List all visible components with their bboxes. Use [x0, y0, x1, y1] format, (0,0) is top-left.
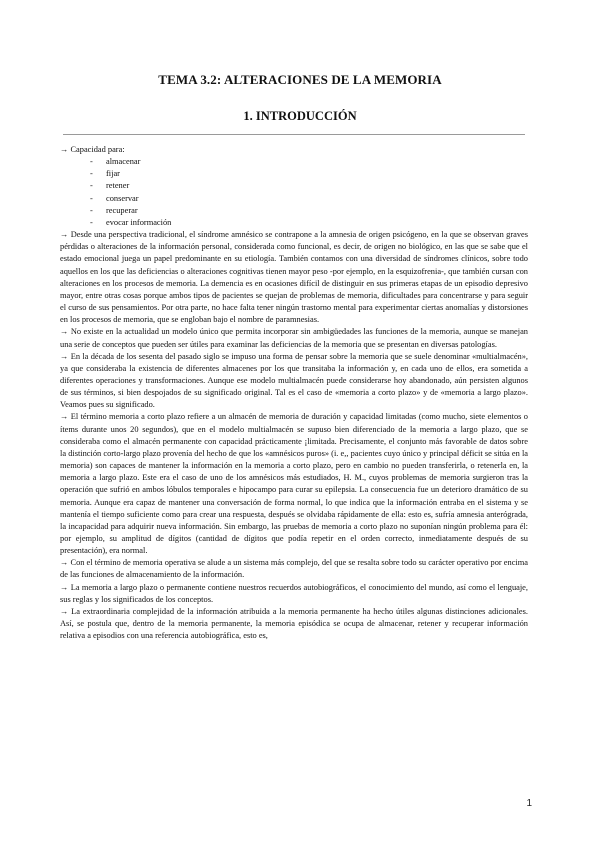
list-item-text: conservar: [106, 193, 139, 203]
dash-bullet: -: [90, 205, 93, 215]
paragraph: → La memoria a largo plazo o permanente contiene nuestros recuerdos autobiográficos, el conocimiento del mundo, así como el lenguaje, sus reglas y los significados de los conceptos.: [60, 582, 528, 604]
list-item: [60, 156, 528, 168]
list-item: [60, 205, 528, 217]
document-body: [60, 144, 528, 642]
paragraph: → La extraordinaria complejidad de la información atribuida a la memoria permanente ha hecho útiles algunas distinciones adicionales. Así, se postula que, dentro de la memoria permanente, la memoria episódica se ocupa de almacenar, retener y recuperar información relativa a episodios con una referencia autobiográfica, esto es,: [60, 606, 528, 641]
list-item: [60, 168, 528, 180]
list-item: [60, 193, 528, 205]
dash-bullet: -: [90, 217, 93, 227]
paragraph: → Desde una perspectiva tradicional, el síndrome amnésico se contrapone a la amnesia de origen psicógeno, en la que se observan graves pérdidas o alteraciones de la información personal, considerada como funcional, es decir, de origen no biológico, en las que se sabe que el estado emocional juega un papel predominante en su etiología. También contamos con una diversidad de síndromes clínicos, sobre todo aquellos en los que las deficiencias o alteraciones cognitivas tienen mayor peso -por ejemplo, en la esquizofrenia-, que también cursan con alteraciones en los procesos de memoria. La demencia es en ocasiones difícil de distinguir en sus primeras etapas de un episodio depresivo mayor, entre otras cosas porque ambos tipos de pacientes se quejan de problemas de memoria, dificultades para concentrarse y para seguir el curso de sus pensamientos. Por otra parte, no hace falta tener ningún trastorno mental para experimentar ciertas anomalías y distorsiones en los procesos de memoria, que se engloban bajo el nombre de paramnesias.: [60, 230, 528, 325]
paragraph: → El término memoria a corto plazo refiere a un almacén de memoria de duración y capacidad limitadas (como mucho, siete elementos o ítems durante unos 20 segundos), que en el modelo multialmacén se supuso bien diferenciado de la memoria a largo plazo, que se consideraba como el almacén permanente con capacidad prácticamente ¡limitada. Precisamente, el conjunto más favorable de datos sobre la distinción corto-largo plazo provenía del hecho de que los «amnésicos puros» (i. e,, pacientes cuyo único y principal déficit se sitúa en la memoria) son capaces de mantener la información en la memoria a corto plazo, pero en cambio no pueden transferirla, o retenerla en, la memoria a largo plazo. Este era el caso de uno de los amnésicos más estudiados, H. M., cuyos problemas de memoria surgieron tras la operación que sufrió en ambos lóbulos temporales e hipocampo para curar su epilepsia. La consecuencia fue un deterioro dramático de su memoria. Aunque era capaz de mantener una conversación de forma normal, lo que indica que la información entraba en el sistema y se mantenía el tiempo suficiente como para crear una respuesta, después se olvidaba rápidamente de ella: esto es, sufría amnesia anterógrada, la incapacidad para adquirir nueva información. Sin embargo, las pruebas de memoria a corto plazo no suponían ningún problema para él: por ejemplo, su amplitud de dígitos (cantidad de dígitos que podía repetir en el orden correcto, inmediatamente después de su presentación), era normal.: [60, 412, 528, 556]
page-number: 1: [526, 798, 532, 809]
list-item-text: almacenar: [106, 157, 141, 167]
document-title: TEMA 3.2: ALTERACIONES DE LA MEMORIA: [158, 72, 442, 87]
list-item-text: recuperar: [106, 205, 138, 215]
dash-bullet: -: [90, 193, 93, 203]
paragraph: → En la década de los sesenta del pasado siglo se impuso una forma de pensar sobre la memoria que se suele denominar «multialmacén», ya que consideraba la existencia de diferentes almacenes por los que transitaba la información y, en cada uno de ellos, era sometida a diferentes operaciones y transformaciones. Aunque ese modelo multialmacén puede considerarse hoy abandonado, aún persisten algunos de sus términos, si bien despojados de su significado original. Tal es el caso de «memoria a corto plazo» y de «memoria a largo plazo». Veamos pues su significado.: [60, 351, 528, 410]
list-item-text: fijar: [106, 169, 120, 179]
list-item-text: retener: [106, 181, 130, 191]
list-item: [60, 217, 528, 229]
capacity-label: → Capacidad para:: [60, 145, 125, 154]
section-heading: 1. INTRODUCCIÓN: [243, 109, 357, 123]
dash-bullet: -: [90, 169, 93, 179]
list-item: [60, 180, 528, 192]
horizontal-divider: [63, 134, 525, 135]
paragraph: → No existe en la actualidad un modelo único que permita incorporar sin ambigüedades las funciones de la memoria, aunque se manejan una serie de conceptos que pueden ser útiles para examinar las deficiencias de la memoria que se presentan en diversas patologías.: [60, 327, 528, 349]
list-item-text: evocar información: [106, 217, 172, 227]
capacity-list: [60, 156, 528, 229]
dash-bullet: -: [90, 157, 93, 167]
dash-bullet: -: [90, 181, 93, 191]
paragraph: → Con el término de memoria operativa se alude a un sistema más complejo, del que se resalta sobre todo su carácter operativo por encima de las funciones de almacenamiento de la información.: [60, 558, 528, 580]
